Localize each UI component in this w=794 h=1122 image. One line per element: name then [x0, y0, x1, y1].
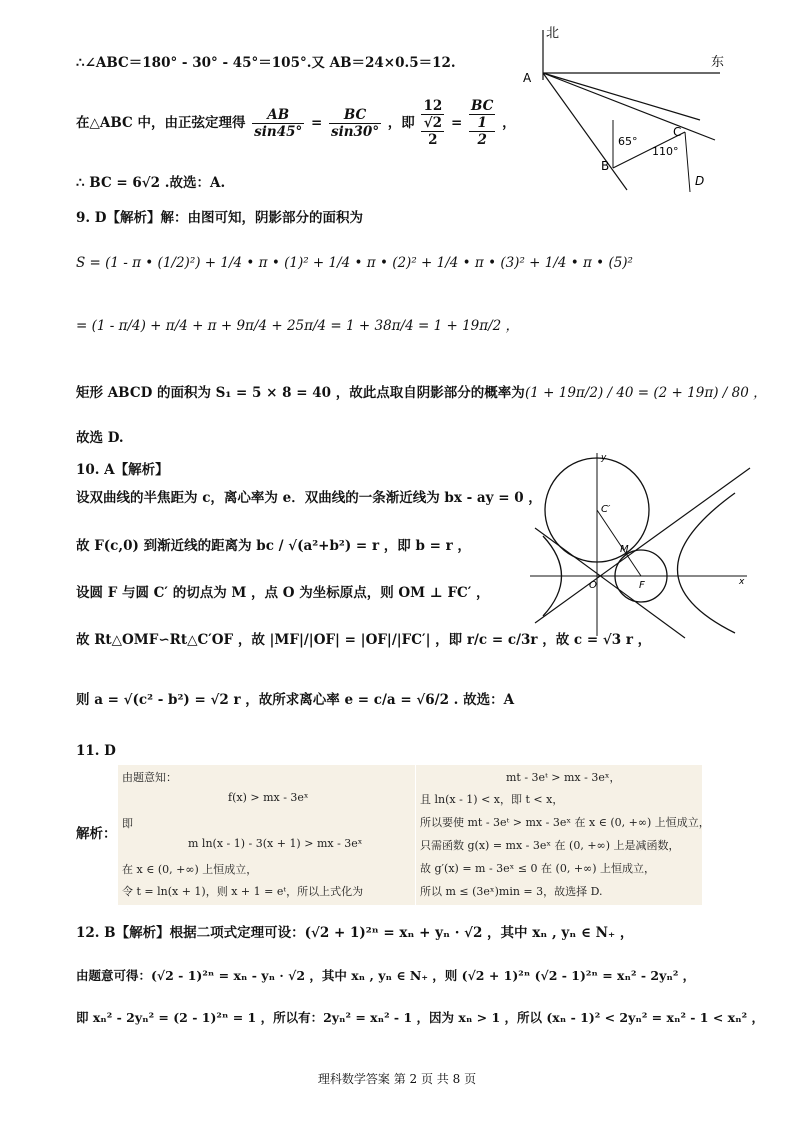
p11-right-0: mt - 3eᵗ > mx - 3eˣ， [506, 771, 621, 784]
p10-l5: 则 a = √(c² - b²) = √2 r ，故所求离心率 e = c/a = √6/2 . 故选：A [76, 692, 515, 708]
label-b: B [601, 159, 610, 173]
asymptote-2 [535, 528, 685, 638]
p11-right-5: 所以 m ≤ (3eˣ)min = 3，故选择 D. [420, 885, 603, 898]
p10-head: 10. A【解析】 [76, 462, 169, 478]
p9-eq2: = (1 - π/4) + π/4 + π + 9π/4 + 25π/4 = 1 + 38π/4 = 1 + 19π/2 ， [76, 318, 520, 334]
frac-bc-sin30: $\frac{BC}{\sin 30^\circ}$ [330, 106, 380, 140]
p8-line2: 在△ABC 中，由正弦定理得 $\frac{AB}{\sin 45^\circ}$ = $\frac{BC}{\sin 30^\circ}$ ，即 12 √2 2 = BC 1 2 ， [76, 98, 516, 149]
label-a: A [523, 71, 532, 85]
p12-l1: 12. B【解析】根据二项式定理可设：(√2 + 1)²ⁿ = xₙ + yₙ · √2 ，其中 xₙ , yₙ ∈ N₊ ， [76, 925, 634, 941]
frac-ab-sin45: $\frac{AB}{\sin 45^\circ}$ [254, 106, 303, 140]
p8-line3: ∴ BC = 6√2 .故选：A. [76, 175, 226, 191]
label-x: x [739, 577, 745, 587]
p12-l3: 即 xₙ² - 2yₙ² = (2 - 1)²ⁿ = 1 ，所以有：2yₙ² = xₙ² - 1 ，因为 xₙ > 1 ，所以 (xₙ - 1)² < 2yₙ² = xₙ² - 1 < xₙ² ， [76, 1010, 764, 1025]
p11-left-3: m ln(x - 1) - 3(x + 1) > mx - 3eˣ [188, 837, 363, 850]
label-y: y [601, 453, 607, 463]
p11-head: 11. D [76, 743, 116, 759]
p9-prob: (1 + 19π/2) / 40 = (2 + 19π) / 80 ， [525, 385, 767, 401]
p12-l2: 由题意可得：(√2 - 1)²ⁿ = xₙ - yₙ · √2 ，其中 xₙ , yₙ ∈ N₊ ，则 (√2 + 1)²ⁿ (√2 - 1)²ⁿ = xₙ² - 2yₙ² ， [76, 968, 696, 983]
p8-line2-mid: ，即 [387, 114, 415, 131]
p11-right-image [416, 765, 710, 905]
line-cd [685, 132, 690, 192]
p10-l1: 设双曲线的半焦距为 c，离心率为 e．双曲线的一条渐近线为 bx - ay = 0 ， [76, 490, 542, 506]
frac-12: 12 √2 2 [423, 98, 443, 149]
label-c-prime: C′ [601, 504, 611, 515]
p11-right-1: 且 ln(x - 1) < x，即 t < x， [420, 793, 564, 806]
asymptote-1 [535, 468, 750, 623]
p10-l4: 故 Rt△OMF∽Rt△C′OF ，故 |MF|/|OF| = |OF|/|FC′| ，即 r/c = c/3r ，故 c = √3 r ， [76, 632, 652, 648]
p9-choose: 故选 D. [76, 430, 124, 446]
p11-left-2: 即 [122, 817, 133, 830]
label-north: 北 [546, 26, 560, 41]
line-ac [543, 73, 715, 140]
p11-left-4: 在 x ∈ (0, +∞) 上恒成立， [122, 863, 258, 876]
p11-left-image [118, 765, 415, 905]
segment-cf [597, 510, 641, 576]
navigation-figure [515, 20, 740, 195]
p11-left-5: 令 t = ln(x + 1)，则 x + 1 = eᵗ，所以上式化为 [122, 885, 364, 898]
p9-eq1: S = (1 - π • (1/2)²) + 1/4 • π • (1)² + 1/4 • π • (2)² + 1/4 • π • (3)² + 1/4 • π • (5)² [76, 255, 633, 271]
label-m: M [620, 544, 629, 555]
label-d: D [695, 174, 705, 188]
p9-head: 9. D【解析】解：由图可知，阴影部分的面积为 [76, 210, 363, 226]
p11-left-0: 由题意知： [122, 771, 177, 784]
p8-line2-text: 在△ABC 中，由正弦定理得 [76, 114, 246, 131]
p11-right-3: 只需函数 g(x) = mx - 3eˣ 在 (0, +∞) 上是减函数， [420, 839, 680, 852]
p11-right-4: 故 g′(x) = m - 3eˣ ≤ 0 在 (0, +∞) 上恒成立， [420, 862, 655, 875]
p10-l3: 设圆 F 与圆 C′ 的切点为 M ，点 O 为坐标原点，则 OM ⊥ FC′ ， [76, 585, 490, 601]
p8-line1: ∴∠ABC＝180° - 30° - 45°＝105°.又 AB＝24×0.5＝12. [76, 55, 456, 71]
label-f: F [639, 580, 645, 591]
hyperbola-figure [525, 448, 753, 640]
line-a-ray [543, 73, 700, 120]
line-ab [543, 73, 627, 190]
p11-right-2: 所以要使 mt - 3eᵗ > mx - 3eˣ 在 x ∈ (0, +∞) 上恒成立， [420, 816, 710, 829]
p10-l2: 故 F(c,0) 到渐近线的距离为 bc / √(a²+b²) = r ，即 b = r ， [76, 538, 471, 554]
page-footer: 理科数学答案 第 2 页 共 8 页 [317, 1072, 477, 1086]
label-o: O [589, 580, 597, 591]
p11-left-1: f(x) > mx - 3eˣ [228, 791, 309, 804]
label-110: 110° [652, 145, 679, 158]
label-65: 65° [618, 135, 638, 148]
p11-label: 解析： [76, 826, 117, 842]
label-c: C [673, 125, 682, 139]
frac-bc-half: BC 1 2 [471, 98, 494, 149]
p9-rect: 矩形 ABCD 的面积为 S₁ = 5 × 8 = 40 ，故此点取自阴影部分的概率为 [76, 385, 525, 401]
label-east: 东 [711, 55, 725, 70]
